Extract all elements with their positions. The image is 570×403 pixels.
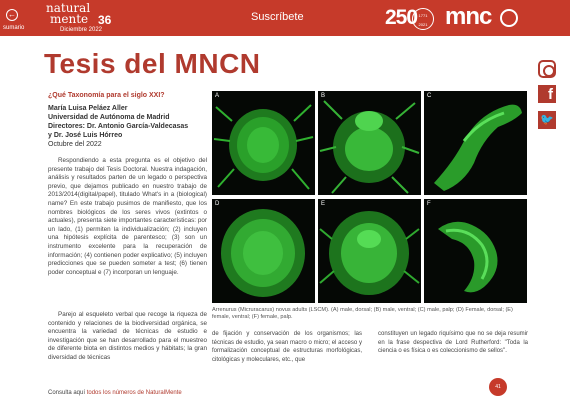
panel-label-d: D bbox=[215, 201, 220, 207]
university: Universidad de Autónoma de Madrid bbox=[48, 114, 170, 121]
seal-year-top: 1771 bbox=[418, 13, 428, 18]
issue-number: 36 bbox=[98, 13, 112, 27]
figure-caption: Arrenurus (Micruracarus) novus adults (LSCM). (A) male, dorsal; (B) male, ventral; (C) male, palp; (D) Female, dorsal; (E) female, ventral; (F) female, palp. bbox=[212, 307, 513, 321]
panel-c bbox=[424, 91, 527, 195]
seal-year-bottom: 2021 bbox=[418, 22, 428, 27]
issue-date: Diciembre 2022 bbox=[60, 27, 103, 33]
mncn-logo[interactable]: mnc bbox=[445, 3, 492, 30]
panel-label-b: B bbox=[321, 93, 326, 99]
column-2-text: de fijación y conservación de los organismos; las técnicas de estudio, ya sean macro o micro; el acceso y formalización conceptual de estructuras morfológicas, citológicas y moleculares, etc., que bbox=[212, 331, 362, 363]
facebook-icon[interactable]: f bbox=[538, 85, 556, 103]
paragraph-2: Parejo al esqueleto verbal que recoge la riqueza de contenido y relaciones de la biodiversidad orgánica, se encuentra la variedad de técnicas de estudio e investigación que se han desarrollado para el muestreo de diferente biota en distintos medios y hábitats; la gran diversidad de técnicas bbox=[48, 311, 207, 361]
archive-link[interactable]: todos los números de NaturalMente bbox=[86, 390, 182, 396]
subscribe-link[interactable]: Suscríbete bbox=[251, 11, 304, 23]
directors-line-2: y Dr. José Luis Hórreo bbox=[48, 132, 123, 139]
page-title: Tesis del MNCN bbox=[44, 48, 261, 79]
magazine-name-line1: natural bbox=[46, 1, 91, 15]
anniversary-logo-number: 250 bbox=[385, 6, 418, 29]
anniversary-seal bbox=[412, 8, 434, 30]
panel-e bbox=[318, 199, 421, 303]
mncn-logo-ring bbox=[500, 9, 518, 27]
microscopy-figure bbox=[212, 91, 528, 304]
back-to-summary-link[interactable]: sumario bbox=[3, 25, 25, 31]
panel-f bbox=[424, 199, 527, 303]
author-name: María Luisa Peláez Aller bbox=[48, 105, 128, 112]
panel-label-e: E bbox=[321, 201, 326, 207]
arrow-left-icon[interactable]: ← bbox=[8, 10, 16, 19]
page-number-badge: 41 bbox=[489, 378, 507, 396]
panel-d bbox=[212, 199, 315, 303]
instagram-icon[interactable] bbox=[538, 60, 556, 78]
panel-label-f: F bbox=[427, 201, 431, 207]
article-kicker: ¿Qué Taxonomía para el siglo XXI? bbox=[48, 92, 165, 99]
twitter-icon[interactable]: 🐦 bbox=[538, 111, 556, 129]
footer-text: Consulta aquí bbox=[48, 390, 86, 396]
panel-label-a: A bbox=[215, 93, 220, 99]
directors-line-1: Directores: Dr. Antonio García-Valdecasas bbox=[48, 123, 189, 130]
panel-a bbox=[212, 91, 315, 195]
header-bar bbox=[0, 0, 570, 36]
magazine-name-line2: mente bbox=[50, 12, 89, 26]
panel-b bbox=[318, 91, 421, 195]
thesis-date: Octubre del 2022 bbox=[48, 141, 102, 148]
footer bbox=[48, 390, 182, 396]
magazine-logo[interactable] bbox=[46, 3, 90, 25]
panel-label-c: C bbox=[427, 93, 432, 99]
column-3-text: constituyen un legado riquísimo que no se deja resumir en la frase despectiva de Lord Rutherford: "Toda la ciencia o es física o es coleccionismo de sellos". bbox=[378, 331, 528, 355]
paragraph-1: Respondiendo a esta pregunta es el objetivo del presente trabajo del Tesis Doctoral. Nuestra indagación, análisis y resultados parten de un legado o perspectiva previo, que dejamos publicado en nuestro trabajo de 2013/2014(digital/papel), titulado What's in a (biological) name? En este trabajo pusimos de manifiesto, que los nombres biológicos de los seres vivos (extintos o actuales), presenta siete importantes características: por un lado, (1) permiten la individualización; (2) incluyen una hipótesis explícita de parentesco; (3) son un instrumento excelente para la recuperación de información; (4) contienen poder explicativo; (5) incluyen predicciones que se pueden someter a test; (6) tienen poder conceptual e (7) incorporan un lenguaje. bbox=[48, 157, 207, 276]
